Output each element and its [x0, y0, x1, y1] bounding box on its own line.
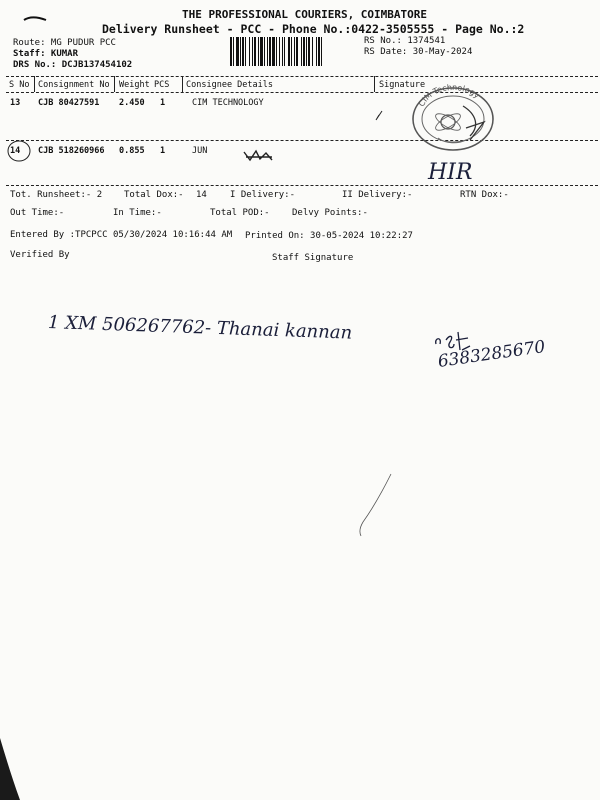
- page-corner-shadow: [0, 738, 24, 800]
- col-header-consignment: Consignment No: [38, 80, 110, 90]
- row2-consignment: CJB 518260966: [38, 146, 105, 156]
- col-divider: [114, 76, 115, 92]
- col-header-weight: Weight: [119, 80, 150, 90]
- ii-delivery: II Delivery:-: [342, 190, 413, 200]
- total-pod: Total POD:-: [210, 208, 270, 218]
- row1-sno: 13: [10, 98, 21, 108]
- col-divider: [34, 76, 35, 92]
- route-label: Route: MG PUDUR PCC: [13, 38, 116, 48]
- company-title: THE PROFESSIONAL COURIERS, COIMBATORE: [182, 8, 428, 21]
- row1-pcs: 1: [160, 98, 166, 108]
- verified-by: Verified By: [10, 250, 70, 260]
- col-divider: [182, 76, 183, 92]
- drs-number: DRS No.: DCJB137454102: [13, 60, 133, 70]
- delvy-points: Delvy Points:-: [292, 208, 368, 218]
- row2-pcs: 1: [160, 146, 166, 156]
- printed-on: Printed On: 30-05-2024 10:22:27: [245, 231, 413, 241]
- corner-scribble: [22, 14, 52, 26]
- col-header-signature: Signature: [379, 80, 426, 90]
- row2-consignee: JUN: [192, 146, 208, 156]
- col-header-consignee: Consignee Details: [186, 80, 273, 90]
- rtn-dox: RTN Dox:-: [460, 190, 509, 200]
- handwritten-phone: 6383285670: [436, 337, 547, 372]
- row2-weight: 0.855: [119, 146, 145, 156]
- table-bottom-line: [6, 185, 598, 186]
- in-time: In Time:-: [113, 208, 162, 218]
- svg-text:CIM Technology: [417, 83, 482, 108]
- row1-consignee: CIM TECHNOLOGY: [192, 98, 264, 108]
- tot-runsheet: Tot. Runsheet:- 2: [10, 190, 103, 200]
- col-header-pcs: PCS: [154, 80, 170, 90]
- table-header-line: [6, 92, 598, 93]
- rs-date: RS Date: 30-May-2024: [364, 47, 473, 57]
- row1-consignment: CJB 80427591: [38, 98, 100, 108]
- row2-sno: 14: [10, 146, 21, 156]
- handwritten-scribble: [242, 148, 276, 164]
- tick-mark: [374, 108, 390, 124]
- runsheet-subtitle: Delivery Runsheet - PCC - Phone No.:0422-3505555 - Page No.:2: [102, 22, 525, 36]
- stamp-text: CIM Technology: [416, 82, 482, 109]
- entered-by: Entered By :TPCPCC 05/30/2024 10:16:44 AM: [10, 230, 233, 240]
- row1-weight: 2.450: [119, 98, 145, 108]
- staff-signature: Staff Signature: [272, 253, 354, 263]
- company-stamp: [408, 84, 498, 154]
- total-dox-value: 14: [196, 190, 207, 200]
- i-delivery: I Delivery:-: [230, 190, 296, 200]
- row2-signature: HIR: [428, 160, 473, 185]
- table-top-line: [6, 76, 598, 77]
- staff-label: Staff: KUMAR: [13, 49, 79, 59]
- rs-number: RS No.: 1374541: [364, 36, 446, 46]
- pen-stroke: [355, 470, 395, 540]
- out-time: Out Time:-: [10, 208, 65, 218]
- col-header-sno: S No: [9, 80, 30, 90]
- col-divider: [374, 76, 375, 92]
- row-divider: [6, 140, 598, 141]
- total-dox-label: Total Dox:-: [124, 190, 184, 200]
- handwritten-note: 1 XM 506267762- Thanai kannan: [47, 312, 353, 344]
- barcode: [230, 37, 356, 66]
